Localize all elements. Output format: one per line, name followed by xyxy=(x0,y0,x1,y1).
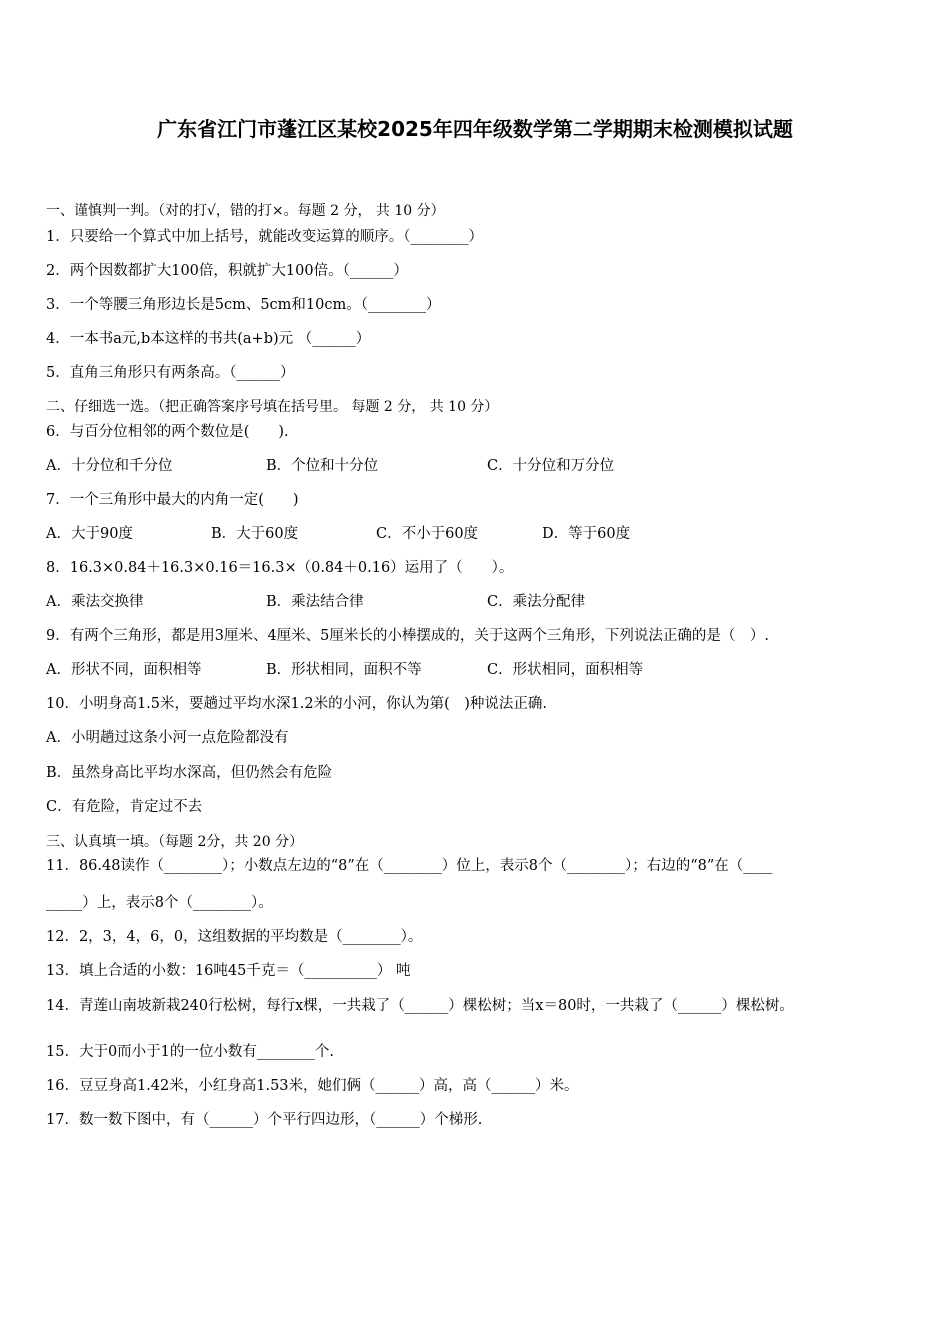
question-13: 13．填上合适的小数：16吨45千克＝（__________） 吨 xyxy=(46,963,411,979)
question-6: 6．与百分位相邻的两个数位是( ). xyxy=(46,424,289,440)
page-title: 广东省江门市蓬江区某校2025年四年级数学第二学期期末检测模拟试题 xyxy=(157,117,793,141)
question-7: 7．一个三角形中最大的内角一定( ) xyxy=(46,492,299,508)
question-5: 5．直角三角形只有两条高。（______） xyxy=(46,365,295,381)
question-9: 9．有两个三角形，都是用3厘米、4厘米、5厘米长的小棒摆成的，关于这两个三角形，下列说法正确的是（ ）. xyxy=(46,628,770,644)
q7-option-a: A．大于90度 xyxy=(46,526,133,542)
q10-option-b: B．虽然身高比平均水深高，但仍然会有危险 xyxy=(46,765,333,781)
question-4: 4．一本书a元,b本这样的书共(a+b)元 （______） xyxy=(46,331,371,347)
q6-option-b: B．个位和十分位 xyxy=(266,458,379,474)
q7-option-b: B．大于60度 xyxy=(211,526,299,542)
q8-option-a: A．乘法交换律 xyxy=(46,594,144,610)
q9-option-a: A．形状不同，面积相等 xyxy=(46,662,202,678)
section-heading-2: 二、仔细选一选。（把正确答案序号填在括号里。 每题 2 分， 共 10 分） xyxy=(46,399,499,415)
question-11-continued: _____）上，表示8个（________）。 xyxy=(46,895,273,911)
question-12: 12．2，3，4，6，0，这组数据的平均数是（________）。 xyxy=(46,929,423,945)
q9-option-c: C．形状相同，面积相等 xyxy=(487,662,644,678)
section-heading-1: 一、谨慎判一判。（对的打√，错的打×。每题 2 分， 共 10 分） xyxy=(46,203,445,219)
q8-option-c: C．乘法分配律 xyxy=(487,594,586,610)
q6-option-c: C．十分位和万分位 xyxy=(487,458,615,474)
question-2: 2．两个因数都扩大100倍，积就扩大100倍。（______） xyxy=(46,263,408,279)
question-14: 14．青莲山南坡新栽240行松树，每行x棵，一共栽了（______）棵松树；当x＝80时，一共栽了（______）棵松树。 xyxy=(46,998,794,1014)
question-10: 10．小明身高1.5米，要趟过平均水深1.2米的小河，你认为第( )种说法正确. xyxy=(46,696,547,712)
q10-option-c: C．有危险，肯定过不去 xyxy=(46,799,203,815)
question-15: 15．大于0而小于1的一位小数有________个. xyxy=(46,1044,335,1060)
q7-option-c: C．不小于60度 xyxy=(376,526,479,542)
question-3: 3．一个等腰三角形边长是5cm、5cm和10cm。（________） xyxy=(46,297,441,313)
question-16: 16．豆豆身高1.42米，小红身高1.53米，她们俩（______）高，高（______）米。 xyxy=(46,1078,579,1094)
q6-option-a: A．十分位和千分位 xyxy=(46,458,173,474)
q9-option-b: B．形状相同，面积不等 xyxy=(266,662,422,678)
question-11: 11．86.48读作（________）；小数点左边的“8”在（________）位上，表示8个（________）；右边的“8”在（____ xyxy=(46,858,773,874)
question-8: 8．16.3×0.84＋16.3×0.16＝16.3×（0.84＋0.16）运用了（ ）。 xyxy=(46,560,514,576)
section-heading-3: 三、认真填一填。（每题 2分，共 20 分） xyxy=(46,834,304,850)
question-1: 1．只要给一个算式中加上括号，就能改变运算的顺序。（________） xyxy=(46,229,483,245)
q7-option-d: D．等于60度 xyxy=(542,526,631,542)
q10-option-a: A．小明趟过这条小河一点危险都没有 xyxy=(46,730,289,746)
question-17: 17．数一数下图中，有（______）个平行四边形，（______）个梯形. xyxy=(46,1112,483,1128)
q8-option-b: B．乘法结合律 xyxy=(266,594,364,610)
